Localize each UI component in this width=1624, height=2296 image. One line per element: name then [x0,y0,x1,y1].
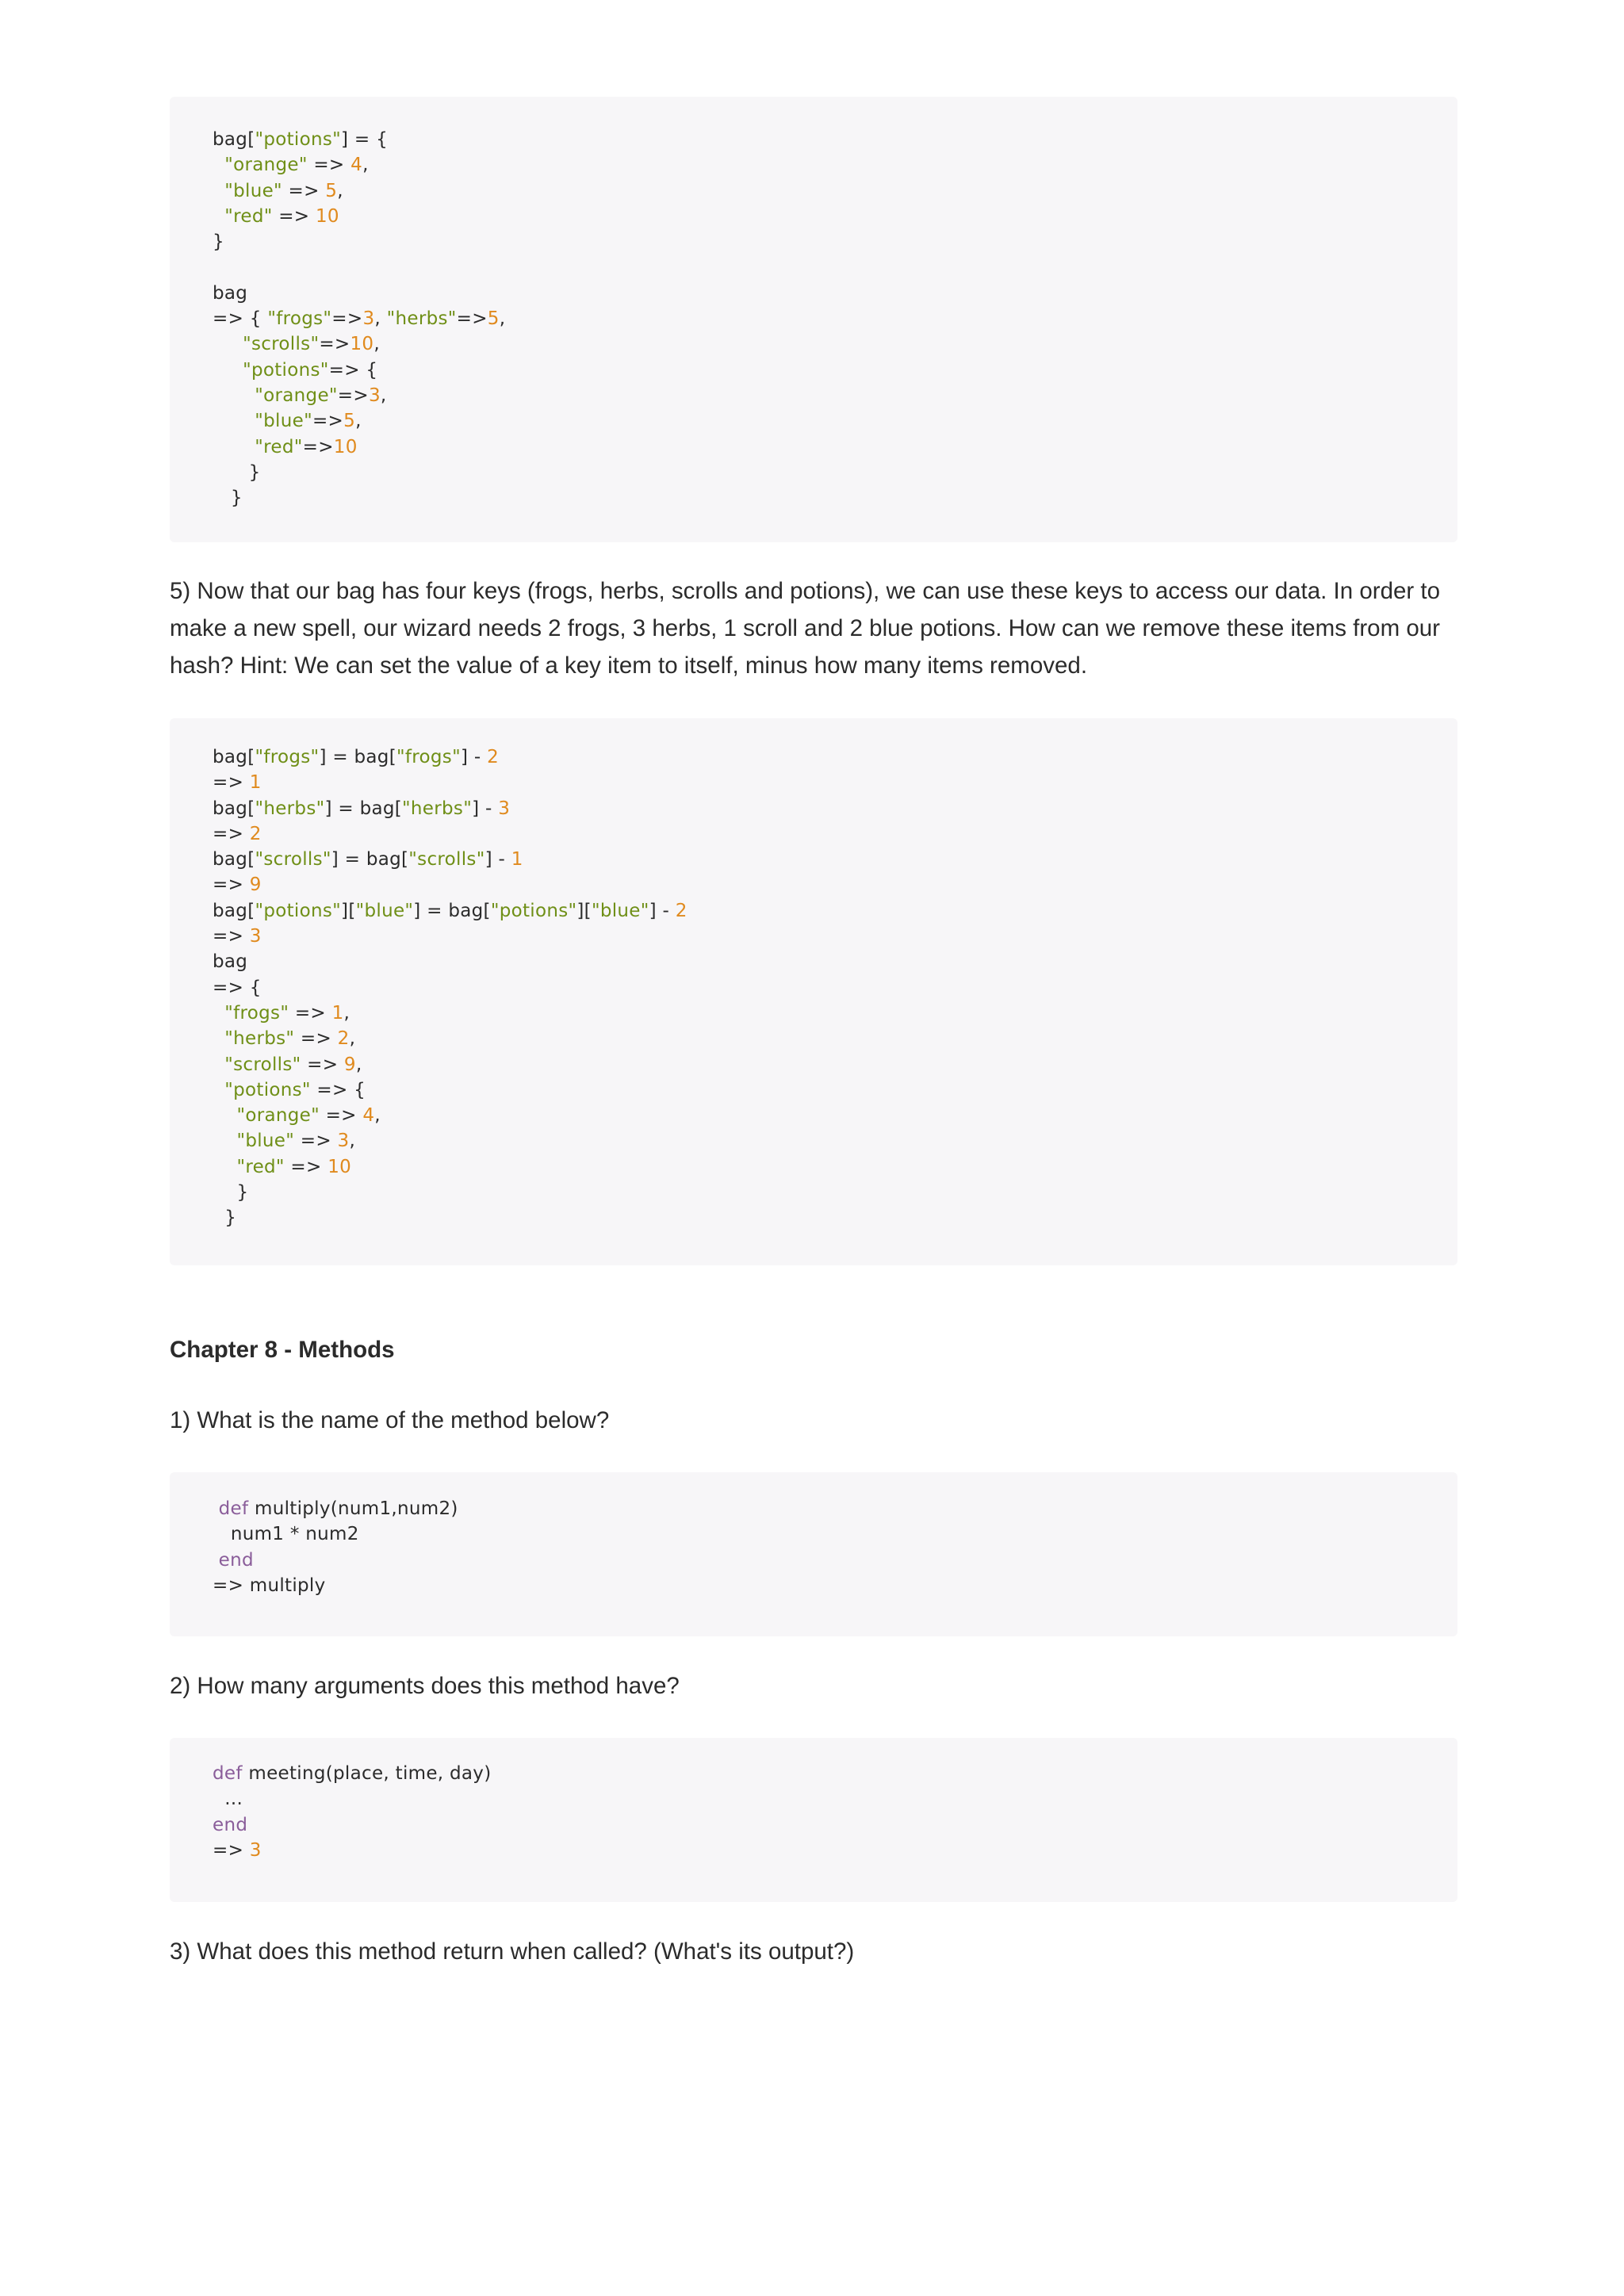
code-text: bag[ [213,900,255,921]
code-line [213,281,1415,306]
code-line [213,1548,1415,1573]
code-text [213,360,243,381]
number-literal: 1 [331,1002,344,1024]
code-line [213,949,1415,974]
string-literal: "frogs" [267,308,332,330]
string-literal: "potions" [255,900,342,921]
code-line [213,975,1415,1001]
code-text: } [213,232,224,253]
code-line [213,1077,1415,1103]
code-text: ] - [649,900,676,921]
question-3-text: 3) What does this method return when called? (What's its output?) [170,1938,855,1965]
number-literal: 2 [249,823,262,844]
code-text: ] = bag[ [324,798,403,819]
code-text: , [355,411,362,432]
code-text: => { [310,1079,366,1100]
code-text: => [456,308,488,330]
code-block-multiply [170,1472,1457,1636]
code-line [213,1154,1415,1180]
number-literal: 3 [337,1131,350,1152]
code-line [213,1573,1415,1598]
question-1-text: 1) What is the name of the method below? [170,1407,610,1433]
string-literal: "frogs" [224,1002,289,1024]
code-text [213,1080,224,1100]
string-literal: "scrolls" [408,849,485,871]
number-literal: 2 [487,747,499,767]
code-text: => [307,155,351,176]
code-line [213,434,1415,460]
code-text: => [213,926,250,947]
code-line [213,898,1415,924]
code-text: => [282,180,326,201]
code-text: => [213,1839,250,1861]
code-text: => [213,823,250,844]
string-literal: "herbs" [402,798,473,819]
code-text: => [302,436,334,457]
code-text: , [337,180,343,201]
code-text: => [294,1028,338,1050]
code-text: ] - [485,849,511,871]
code-text: ] = bag[ [331,849,409,871]
code-block-potions [170,97,1457,542]
string-literal: "herbs" [224,1028,295,1050]
keyword: end [213,1814,248,1835]
code-text: , [349,1131,356,1152]
code-text: ][ [576,900,592,921]
string-literal: "herbs" [386,308,457,330]
code-text: => { [213,308,268,330]
code-text: } [213,461,261,483]
code-text: ] - [460,747,488,767]
code-line [213,1052,1415,1077]
code-line [213,1180,1415,1205]
string-literal: "blue" [591,900,649,921]
code-text: , [355,1054,362,1075]
code-line [213,821,1415,847]
code-line [213,204,1415,229]
string-literal: "blue" [236,1131,295,1152]
code-text: => [289,1002,332,1024]
code-text [213,1105,236,1126]
code-text [213,1498,219,1519]
code-text: , [374,1105,381,1127]
number-literal: 1 [511,849,523,871]
code-text: => [294,1131,338,1152]
code-line [213,924,1415,949]
number-literal: 3 [249,1839,262,1861]
code-line [213,744,1415,770]
question-2-text: 2) How many arguments does this method have? [170,1673,680,1699]
code-text: => [319,334,350,355]
string-literal: "blue" [224,180,282,201]
code-text: => { [328,359,378,381]
code-text: => [337,385,369,406]
string-literal: "scrolls" [255,849,331,871]
code-block-remove-items [170,718,1457,1265]
number-literal: 2 [337,1028,350,1050]
code-line [213,178,1415,204]
number-literal: 9 [343,1054,356,1075]
number-literal: 10 [333,436,358,457]
number-literal: 4 [350,155,363,176]
string-literal: "frogs" [255,747,320,767]
string-literal: "red" [224,205,273,227]
code-line [213,331,1415,357]
code-text: bag [213,951,248,973]
number-literal: 5 [343,411,356,432]
code-text: => [272,205,316,227]
code-text: , [343,1002,350,1024]
code-text [213,1550,219,1571]
string-literal: "red" [236,1156,285,1177]
code-line [213,847,1415,872]
code-text: ] - [472,798,499,819]
code-line [213,408,1415,434]
string-literal: "potions" [490,900,577,921]
number-literal: 3 [498,798,511,819]
string-literal: "blue" [355,900,414,921]
code-text: , [499,308,506,330]
code-text: , [349,1028,356,1050]
code-line [213,306,1415,331]
code-text [213,155,224,175]
code-text [213,1054,224,1075]
code-line [213,1103,1415,1128]
code-line [213,1521,1415,1547]
code-text: , [373,334,380,355]
code-text: bag [213,282,248,304]
code-line [213,1496,1415,1521]
code-line [213,358,1415,383]
code-line [213,1786,1415,1812]
keyword: def [218,1498,249,1519]
code-line [213,796,1415,821]
number-literal: 1 [249,772,262,794]
code-line [213,460,1415,485]
code-text: , [362,155,369,176]
string-literal: "potions" [224,1079,311,1100]
code-text [213,411,255,431]
code-line [213,872,1415,897]
code-text: } [213,488,243,509]
string-literal: "scrolls" [243,334,320,355]
string-literal: "blue" [255,411,312,432]
code-text: , [380,385,387,406]
code-line [213,1001,1415,1026]
code-text: bag[ [213,798,255,819]
number-literal: 10 [315,205,339,227]
question-5-text: 5) Now that our bag has four keys (frogs, herbs, scrolls and potions), we can use these keys to access our data. In order to make a new spell, our wizard needs 2 frogs, 3 herbs, 1 scroll and 2 blue potions. How can we remove these items from our hash? Hint: We can set the value of a key item to itself, minus how many items removed. [170,578,1441,679]
string-literal: "frogs" [396,747,461,767]
code-text: => [301,1054,344,1075]
code-text: num1 * num2 [213,1524,359,1545]
number-literal: 10 [350,334,374,355]
string-literal: "scrolls" [224,1054,301,1075]
code-text [213,1028,224,1049]
number-literal: 4 [362,1105,375,1127]
keyword: def [213,1763,243,1784]
code-text: => [319,1105,363,1127]
code-text [213,1131,236,1151]
string-literal: "potions" [243,359,329,381]
code-line [213,485,1415,511]
string-literal: "red" [255,436,303,457]
code-text [213,1003,224,1024]
code-line [213,1128,1415,1154]
string-literal: "orange" [224,155,308,176]
code-text: => [213,874,250,896]
code-text: ][ [341,900,356,921]
code-line [213,1761,1415,1786]
code-line [213,1838,1415,1863]
code-line [213,770,1415,795]
number-literal: 3 [368,385,381,406]
code-text: => [213,772,250,794]
code-text: multiply(num1,num2) [248,1498,458,1519]
code-text: => multiply [213,1575,326,1596]
code-text: } [213,1207,237,1229]
code-text [213,181,224,201]
code-text: bag[ [213,747,255,767]
number-literal: 3 [362,308,375,330]
number-literal: 5 [487,308,500,330]
string-literal: "orange" [236,1105,320,1127]
code-text: } [213,1182,249,1203]
code-line [213,254,1415,280]
code-text: ] = { [341,129,389,150]
code-text: => [312,411,344,432]
number-literal: 2 [675,900,688,921]
code-text: => [331,308,363,330]
code-text: , [374,308,387,330]
number-literal: 5 [325,180,338,201]
code-text [213,206,224,227]
code-line [213,1026,1415,1051]
code-text [213,385,255,406]
number-literal: 9 [249,874,262,896]
chapter-heading: Chapter 8 - Methods [170,1337,395,1363]
code-text: meeting(place, time, day) [242,1763,492,1784]
code-line [213,1812,1415,1838]
string-literal: "potions" [255,129,342,150]
code-line [213,1205,1415,1230]
string-literal: "herbs" [255,798,325,819]
code-line [213,229,1415,254]
keyword: end [218,1549,254,1571]
code-text: bag[ [213,129,255,150]
code-text [213,437,255,457]
code-text: ... [213,1789,243,1810]
code-text [213,1157,236,1177]
code-block-meeting [170,1738,1457,1902]
code-text: => { [213,977,262,998]
code-line [213,383,1415,408]
code-line [213,152,1415,178]
code-text: bag[ [213,849,255,871]
code-text: => [284,1156,328,1177]
number-literal: 10 [327,1156,352,1177]
code-text [213,334,243,354]
string-literal: "orange" [255,385,338,406]
code-text: ] = bag[ [319,747,396,767]
number-literal: 3 [249,926,262,947]
code-line [213,127,1415,152]
code-text: ] = bag[ [413,900,491,921]
